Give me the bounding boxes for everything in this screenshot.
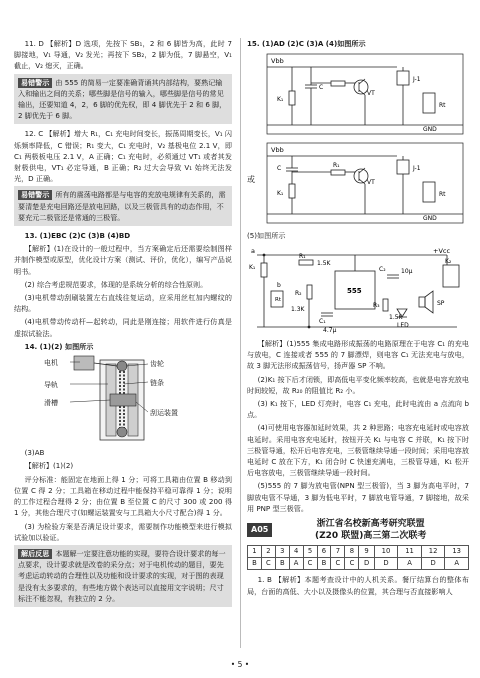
analysis-4: (4)可使用电容器加延时效果，共 2 种思路；电容充电延时或电容放电延时。采用电容充电延时，按钮开关 K₁ 与电容 C 并联，K₁ 按下时三极管导通，松开后电容充电，三极管继续导通一段时间；采用电容放电延时 C 放在下方，K₁ 闭合时 C 快速充满电，三极管导通，K₁ 松开后电容放电，三极管继续导通一段时间。 bbox=[247, 423, 469, 478]
led-label: LED bbox=[397, 321, 409, 329]
tip-text-1: 由 555 的简易一定要准确背诵其内部结构，要熟记输入和输出之间的关系；哪些脚是信号的输入，哪些脚是信号的常见输出，还要知道 4，2，6 脚的优先权，即 4 脚优先于 2 和 6 脚，2 脚优先于 6 脚。 bbox=[18, 77, 227, 121]
answer-table-choice: C bbox=[261, 558, 275, 570]
answer-13: 13. (1)EBC (2)C (3)B (4)BD bbox=[24, 231, 131, 241]
r1-label: R₁ bbox=[299, 252, 306, 260]
vt-label-2: VT bbox=[367, 179, 375, 187]
answer-14: 14. (1)(2) 如图所示 bbox=[24, 341, 94, 351]
rt-label-2: Rt bbox=[439, 191, 446, 199]
answer-table-choice: C bbox=[345, 558, 359, 570]
answer-table-header-row bbox=[248, 546, 469, 558]
answer-table-qnum: 12 bbox=[421, 546, 445, 558]
vbb-label-2: Vbb bbox=[271, 146, 284, 155]
answer-table-qnum: 2 bbox=[261, 546, 275, 558]
analysis-5: (5)555 的 7 脚为放电管(NPN 型三极管)，当 3 脚为高电平时，7 脚放电管不导通，3 脚为低电平时，7 脚放电管导通，7 脚接地，故采用 PNP 型三极管。 bbox=[247, 481, 469, 513]
answer-14-analysis: 【解析】(1)(2) bbox=[24, 461, 74, 471]
mechanism-figure bbox=[14, 354, 232, 444]
answer-table-qnum: 7 bbox=[331, 546, 345, 558]
analysis-3: (3) K₁ 按下，LED 灯亮时，电容 C₁ 充电，此时电流由 a 点流向 b 点。 bbox=[247, 399, 469, 420]
vt-label-1: VT bbox=[367, 90, 375, 98]
rt-label-1: Rt bbox=[439, 102, 446, 110]
r3-value: 1.5K bbox=[389, 313, 403, 321]
tip-box-3 bbox=[14, 545, 232, 607]
c1-value: 4.7μ bbox=[323, 326, 337, 334]
answer-table-qnum: 8 bbox=[345, 546, 359, 558]
page-number: • 5 • bbox=[230, 660, 250, 669]
answer-14-3: (3)AB bbox=[24, 448, 45, 458]
answer-13-c: (3)电机带动刮刷装置左右直线往复运动，应采用丝杠加内螺纹的结构。 bbox=[14, 293, 232, 314]
label-rail: 导轨 bbox=[44, 381, 58, 390]
k1-label-555: K₁ bbox=[249, 263, 256, 271]
c-label-1: C bbox=[319, 84, 324, 92]
answer-table-qnum: 9 bbox=[359, 546, 374, 558]
r3-label: R₃ bbox=[373, 301, 380, 309]
section-header bbox=[247, 518, 469, 542]
answer-table-choice: D bbox=[374, 558, 398, 570]
answer-15: 15. (1)AD (2)C (3)A (4)如图所示 bbox=[247, 39, 366, 48]
answer-table-qnum: 5 bbox=[303, 546, 317, 558]
circuit-diagram-555 bbox=[247, 243, 469, 335]
answer-11: 11. D 【解析】D 选项，先按下 SB₁，2 和 6 脚皆为高，此时 7 脚接地，V₁ 导通，V₂ 发光；再按下 SB₂，2 脚为低，7 脚悬空，V₁ 截止，V₂ 熄灭，正确。 bbox=[14, 39, 232, 71]
sp-label: SP bbox=[437, 299, 445, 307]
section-title-2: (Z20 联盟)高三第二次联考 bbox=[314, 531, 427, 542]
label-chain: 链条 bbox=[150, 379, 164, 388]
answer-table-choice: A bbox=[445, 558, 469, 570]
ic-555-label: 555 bbox=[347, 286, 362, 295]
j-label-1: J-1 bbox=[413, 76, 421, 84]
answer-table-choice: D bbox=[359, 558, 374, 570]
tip-text-2: 所有的震荡电路都是与电容的充放电规律有关系的，需要清楚是充电回路还是放电回路，以及三极管具有的动态作用，不要充元二极管还是常通的三极管。 bbox=[18, 190, 226, 222]
answer-14-c: (3) 为检验方案是否满足设计要求，需要制作功能模型来进行模拟试验加以验证。 bbox=[14, 521, 232, 542]
answer-table-qnum: 11 bbox=[398, 546, 422, 558]
answer-table-qnum: 13 bbox=[445, 546, 469, 558]
circuit-diagram-1 bbox=[247, 51, 469, 137]
j-label-2: J-1 bbox=[413, 165, 421, 173]
answer-13-analysis: 【解析】(1)在设计的一般过程中，当方案确定后还需要绘制图样并制作模型或原型，优化设计方案（测试、评价，优化），编写产品说明书。 bbox=[14, 244, 232, 276]
answer-table-qnum: 3 bbox=[275, 546, 289, 558]
tip-box-2 bbox=[14, 186, 232, 226]
answer-table-choice: C bbox=[303, 558, 317, 570]
left-column bbox=[14, 38, 232, 611]
answer-table-choice: C bbox=[331, 558, 345, 570]
answer-table-choice: B bbox=[317, 558, 331, 570]
answer-table-qnum: 4 bbox=[289, 546, 303, 558]
answer-table-choice: A bbox=[398, 558, 422, 570]
tip-box-1 bbox=[14, 74, 232, 125]
answer-table-qnum: 1 bbox=[248, 546, 262, 558]
node-b-label: b bbox=[277, 281, 281, 289]
gnd-label-1: GND bbox=[423, 126, 437, 134]
k1-label-1: K₁ bbox=[277, 96, 284, 104]
answer-table-qnum: 6 bbox=[317, 546, 331, 558]
section-title-1: 浙江省名校新高考研究联盟 bbox=[316, 519, 425, 530]
rt-label-555: Rt bbox=[275, 296, 281, 303]
tip-tag-2: 易错警示 bbox=[18, 190, 52, 200]
answer-15-5: (5)如图所示 bbox=[247, 230, 286, 240]
analysis-1: 【解析】(1)555 集成电路形成振荡的电路原理在于电容 C₁ 的充电与放电，C 连接或者 555 的 7 脚漂焊，则电容 C₁ 无法充电与放电，故 3 脚无法形成振荡信号，扬声器 SP 不响。 bbox=[247, 339, 469, 371]
ri-label-2: R₁ bbox=[333, 162, 340, 170]
label-slider: 滑槽 bbox=[44, 399, 58, 408]
vbb-label: Vbb bbox=[271, 57, 284, 66]
gnd-label-2: GND bbox=[423, 215, 437, 223]
tip-text-3: 本题解一定要注意功能的实现，要符合设计要求的每一点要求，设计要求就是改卷的采分点；对于电机传动的题目，要先考虑运动转动的合理性以及功能和设计要求的实现，对于图的表现是没有太多要求的，有些地方做个表达可以直接用文字说明；尺寸标注不能忽视，有独立的 2 分。 bbox=[18, 548, 226, 603]
or-label: 或 bbox=[247, 175, 255, 185]
answer-13-b: (2) 综合考虑规范要求，体现的是系统分析的综合性原则。 bbox=[24, 279, 208, 289]
analysis-2: (2)K₁ 按下后才闭锁，即高低电平变化频率较高，也就是电容充放电时间较短，故 R₂₀ 的阻值比 R₂ 小。 bbox=[247, 374, 469, 395]
tip-tag-1: 易错警示 bbox=[18, 78, 52, 88]
label-brush: 刮运装置 bbox=[150, 409, 178, 418]
answer-table-choice: B bbox=[275, 558, 289, 570]
right-column bbox=[247, 38, 469, 599]
r2-label: R₂ bbox=[295, 289, 302, 297]
answer-12: 12. C 【解析】增大 R₁，C₁ 充电时间变长，振荡周期变长，V₁ 闪烁频率降低，C 错误；R₁ 变大，C₁ 充电时，V₂ 基极电位 2.1 V，即 C₁ 两极板电压 2.1 V，A 正确；C₁ 充电时，必须通过 VT₁ 或者其发射极供电，VT₁ 必定导通，B 正确；R₂ 过大会导致 V₁ 始终无法发光，D 正确。 bbox=[14, 129, 232, 184]
c-label-2: C bbox=[277, 165, 282, 173]
r2-value: 1.3K bbox=[291, 305, 305, 313]
vcc-label: +Vcc bbox=[433, 246, 451, 255]
k2-label: K₂ bbox=[445, 257, 452, 265]
answer-table-qnum: 10 bbox=[374, 546, 398, 558]
answer-table-choice: B bbox=[248, 558, 262, 570]
answer-table-choice: D bbox=[421, 558, 445, 570]
label-gear: 齿轮 bbox=[150, 360, 164, 369]
r1-value: 1.5K bbox=[317, 259, 331, 267]
answer-table bbox=[247, 545, 469, 570]
tip-tag-3: 解后反思 bbox=[18, 549, 52, 559]
answer-13-d: (4)电机带动传动杆—起转动，同此是刚连接；用软件进行仿真是虚拟试验法。 bbox=[14, 317, 232, 338]
analysis-next: 1. B 【解析】本题考查设计中的人机关系。餐厅结算台的整体布局，台面的高低、大小以及摄像头的位置，其合理与否直接影响人 bbox=[247, 575, 469, 596]
circuit-diagram-2 bbox=[247, 140, 469, 226]
answer-table-answer-row bbox=[248, 558, 469, 570]
c2-value: 10μ bbox=[401, 267, 413, 275]
k1-label-2: K₁ bbox=[277, 190, 284, 198]
answer-14-scoring: 评分标准：能固定在地面上得 1 分；可将工具箱由位置 B 移动到位置 C 得 2 分；工具箱在移动过程中能保持平稳可靠得 1 分；说明的工作过程合理得 2 分；由位置 B 至位置 C 的尺寸 300 或 200 得 1 分，其他合理尺寸(如螺运装置安与工具箱大小尺寸配合)得 1 分。 bbox=[14, 474, 232, 518]
answer-table-choice: A bbox=[289, 558, 303, 570]
column-divider bbox=[240, 38, 241, 648]
node-a-label: a bbox=[251, 246, 255, 255]
label-motor: 电机 bbox=[44, 359, 58, 368]
section-badge: A05 bbox=[247, 523, 272, 536]
c1-label: C₁ bbox=[319, 317, 326, 325]
c2-label: C₂ bbox=[379, 265, 386, 273]
